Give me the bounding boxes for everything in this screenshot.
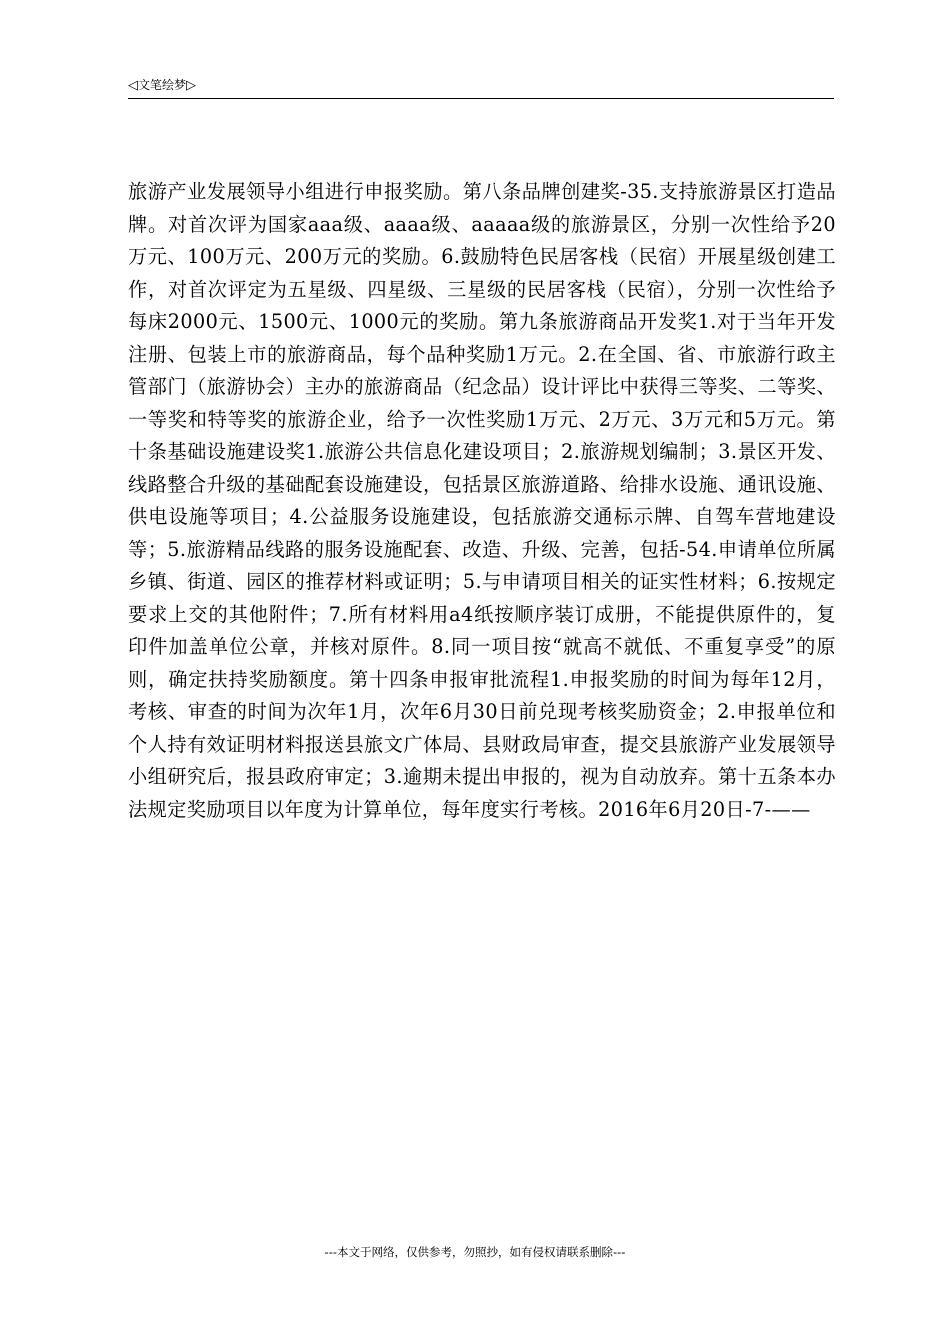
page-footer-disclaimer: ---本文于网络，仅供参考，勿照抄，如有侵权请联系删除--- <box>324 1245 626 1259</box>
page-header <box>128 76 834 99</box>
left-triangle-icon: ◁ <box>128 78 138 93</box>
header-logo <box>128 77 196 94</box>
document-body-text: 旅游产业发展领导小组进行申报奖励。第八条品牌创建奖-35.支持旅游景区打造品牌。对首次评为国家aaa级、aaaa级、aaaaa级的旅游景区，分别一次性给予20万元、100万元、200万元的奖励。6.鼓励特色民居客栈（民宿）开展星级创建工作，对首次评定为五星级、四星级、三星级的民居客栈（民宿），分别一次性给予每床2000元、1500元、1000元的奖励。第九条旅游商品开发奖1.对于当年开发注册、包装上市的旅游商品，每个品种奖励1万元。2.在全国、省、市旅游行政主管部门（旅游协会）主办的旅游商品（纪念品）设计评比中获得三等奖、二等奖、一等奖和特等奖的旅游企业，给予一次性奖励1万元、2万元、3万元和5万元。第十条基础设施建设奖1.旅游公共信息化建设项目；2.旅游规划编制；3.景区开发、线路整合升级的基础配套设施建设，包括景区旅游道路、给排水设施、通讯设施、供电设施等项目；4.公益服务设施建设，包括旅游交通标示牌、自驾车营地建设等；5.旅游精品线路的服务设施配套、改造、升级、完善，包括-54.申请单位所属乡镇、街道、园区的推荐材料或证明；5.与申请项目相关的证实性材料；6.按规定要求上交的其他附件；7.所有材料用a4纸按顺序装订成册，不能提供原件的，复印件加盖单位公章，并核对原件。8.同一项目按“就高不就低、不重复享受”的原则，确定扶持奖励额度。第十四条申报审批流程1.申报奖励的时间为每年12月，考核、审查的时间为次年1月，次年6月30日前兑现考核奖励资金；2.申报单位和个人持有效证明材料报送县旅文广体局、县财政局审查，提交县旅游产业发展领导小组研究后，报县政府审定；3.逾期未提出申报的，视为自动放弃。第十五条本办法规定奖励项目以年度为计算单位，每年度实行考核。2016年6月20日-7-—— <box>128 180 836 821</box>
right-triangle-icon: ▷ <box>186 78 197 93</box>
logo-text: 文笔绘梦 <box>138 78 187 92</box>
